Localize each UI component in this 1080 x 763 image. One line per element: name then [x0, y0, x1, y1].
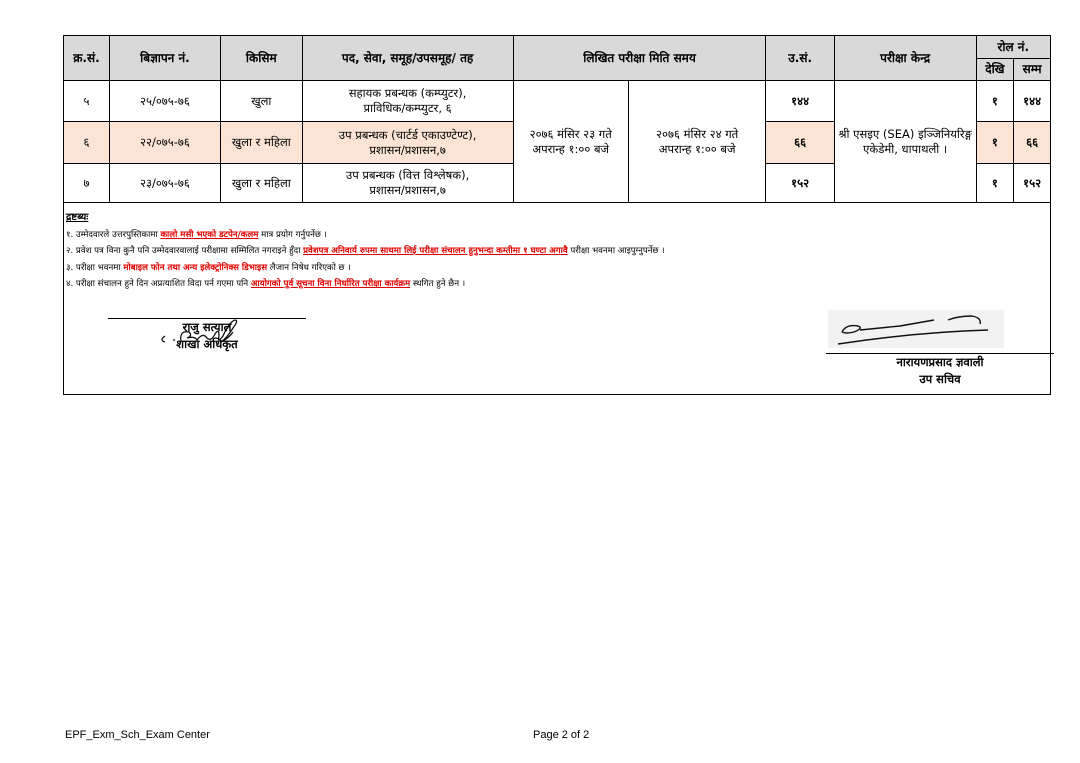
- signatory-left-name: राजु सत्याल: [182, 320, 232, 334]
- cell-post: [302, 122, 513, 164]
- signatory-right-title: उप सचिव: [919, 372, 961, 386]
- post-line2: प्रशासन/प्रशासन,७: [369, 142, 446, 157]
- cell-type: खुला र महिला: [221, 122, 303, 164]
- cell-post: [302, 81, 513, 122]
- cell-roll-to: १५२: [1014, 164, 1051, 203]
- header-row: [64, 36, 1051, 59]
- cell-type: खुला र महिला: [221, 164, 303, 203]
- exam-day1-time: अपरान्ह १:०० बजे: [532, 141, 610, 156]
- cell-exam-day2: [628, 81, 766, 203]
- cell-candidates: १५२: [766, 164, 834, 203]
- cell-roll-to: ६६: [1014, 122, 1051, 164]
- cell-roll-from: १: [976, 164, 1014, 203]
- col-header-roll: रोल नं.: [976, 36, 1051, 59]
- note-item: १. उम्मेदवारले उत्तरपुस्तिकामा कालो मसी भएको डटपेन/कलम मात्र प्रयोग गर्नुपर्नेछ ।: [66, 229, 327, 240]
- post-line2: प्रशासन/प्रशासन,७: [369, 183, 446, 197]
- note-item: २. प्रवेश पत्र विना कुनै पनि उम्मेदवारवालाई परीक्षामा सम्मिलित नगराइने हुँदा प्रवेशपत्र अनिवार्य रुपमा साथमा लिई परीक्षा संचालन हुनुभन्दा कम्तीमा १ घण्टा अगावै परीक्षा भवनमा आइपुग्नुपर्नेछ ।: [66, 246, 665, 256]
- note-item: ३. परीक्षा भवनमा मोबाइल फोन तथा अन्य इलेक्ट्रोनिक्स डिभाइस लैजान निषेध गरिएको छ ।: [66, 262, 351, 273]
- cell-adv-no: २३/०७५-७६: [109, 164, 220, 203]
- col-header-exam-datetime: लिखित परीक्षा मिति समय: [513, 36, 766, 81]
- cell-center: [834, 81, 976, 203]
- signatory-right-name: नारायणप्रसाद ज्ञवाली: [896, 355, 984, 369]
- cell-sn: ७: [64, 164, 110, 203]
- post-line1: सहायक प्रबन्धक (कम्प्युटर),: [348, 86, 467, 100]
- cell-exam-day1: [513, 81, 628, 203]
- center-line1: श्री एसइए (SEA) इञ्जिनियरिङ्ग: [838, 126, 972, 141]
- cell-post: [302, 164, 513, 203]
- footer-page-number: Page 2 of 2: [533, 729, 590, 741]
- cell-type: खुला: [221, 81, 303, 122]
- exam-schedule-sheet: [63, 35, 1051, 395]
- exam-day2-date: २०७६ मंसिर २४ गते: [656, 126, 739, 141]
- footer-doc-name: EPF_Exm_Sch_Exam Center: [65, 729, 210, 741]
- note-item: ४. परीक्षा संचालन हुने दिन अप्रत्याशित विदा पर्न गएमा पनि आयोगको पूर्व सूचना विना निर्धारित परीक्षा कार्यक्रम स्थगित हुने छैन ।: [66, 279, 466, 289]
- cell-sn: ५: [64, 81, 110, 122]
- cell-sn: ६: [64, 122, 110, 164]
- cell-roll-from: १: [976, 122, 1014, 164]
- post-line2: प्राविधिक/कम्प्युटर, ६: [363, 101, 452, 115]
- post-line1: उप प्रबन्धक (वित्त विश्लेषक),: [345, 168, 470, 182]
- col-header-post: पद, सेवा, समूह/उपसमूह/ तह: [302, 36, 513, 81]
- exam-day2-time: अपरान्ह १:०० बजे: [658, 141, 736, 156]
- cell-roll-from: १: [976, 81, 1014, 122]
- col-header-roll-from: देखि: [976, 59, 1014, 81]
- col-header-center: परीक्षा केन्द्र: [834, 36, 976, 81]
- table-row: [64, 81, 1051, 122]
- cell-adv-no: २२/०७५-७६: [109, 122, 220, 164]
- post-line1: उप प्रबन्धक (चार्टर्ड एकाउण्टेण्ट),: [338, 127, 477, 142]
- notes-section: [66, 210, 1046, 293]
- cell-candidates: ६६: [766, 122, 834, 164]
- signature-left: [108, 318, 306, 353]
- exam-schedule-table: [63, 35, 1051, 203]
- col-header-sn: क्र.सं.: [64, 36, 110, 81]
- cell-candidates: १४४: [766, 81, 834, 122]
- exam-day1-date: २०७६ मंसिर २३ गते: [529, 126, 612, 141]
- signature-right: [826, 308, 1054, 388]
- notes-title: द्रष्टब्यः: [66, 212, 89, 223]
- col-header-roll-to: सम्म: [1014, 59, 1051, 81]
- cell-roll-to: १४४: [1014, 81, 1051, 122]
- col-header-adv-no: बिज्ञापन नं.: [109, 36, 220, 81]
- col-header-type: किसिम: [221, 36, 303, 81]
- col-header-candidates: उ.सं.: [766, 36, 834, 81]
- center-line2: एकेडेमी, धापाथली ।: [863, 141, 948, 156]
- cell-adv-no: २५/०७५-७६: [109, 81, 220, 122]
- signatory-left-title: शाखा अधिकृत: [176, 337, 238, 351]
